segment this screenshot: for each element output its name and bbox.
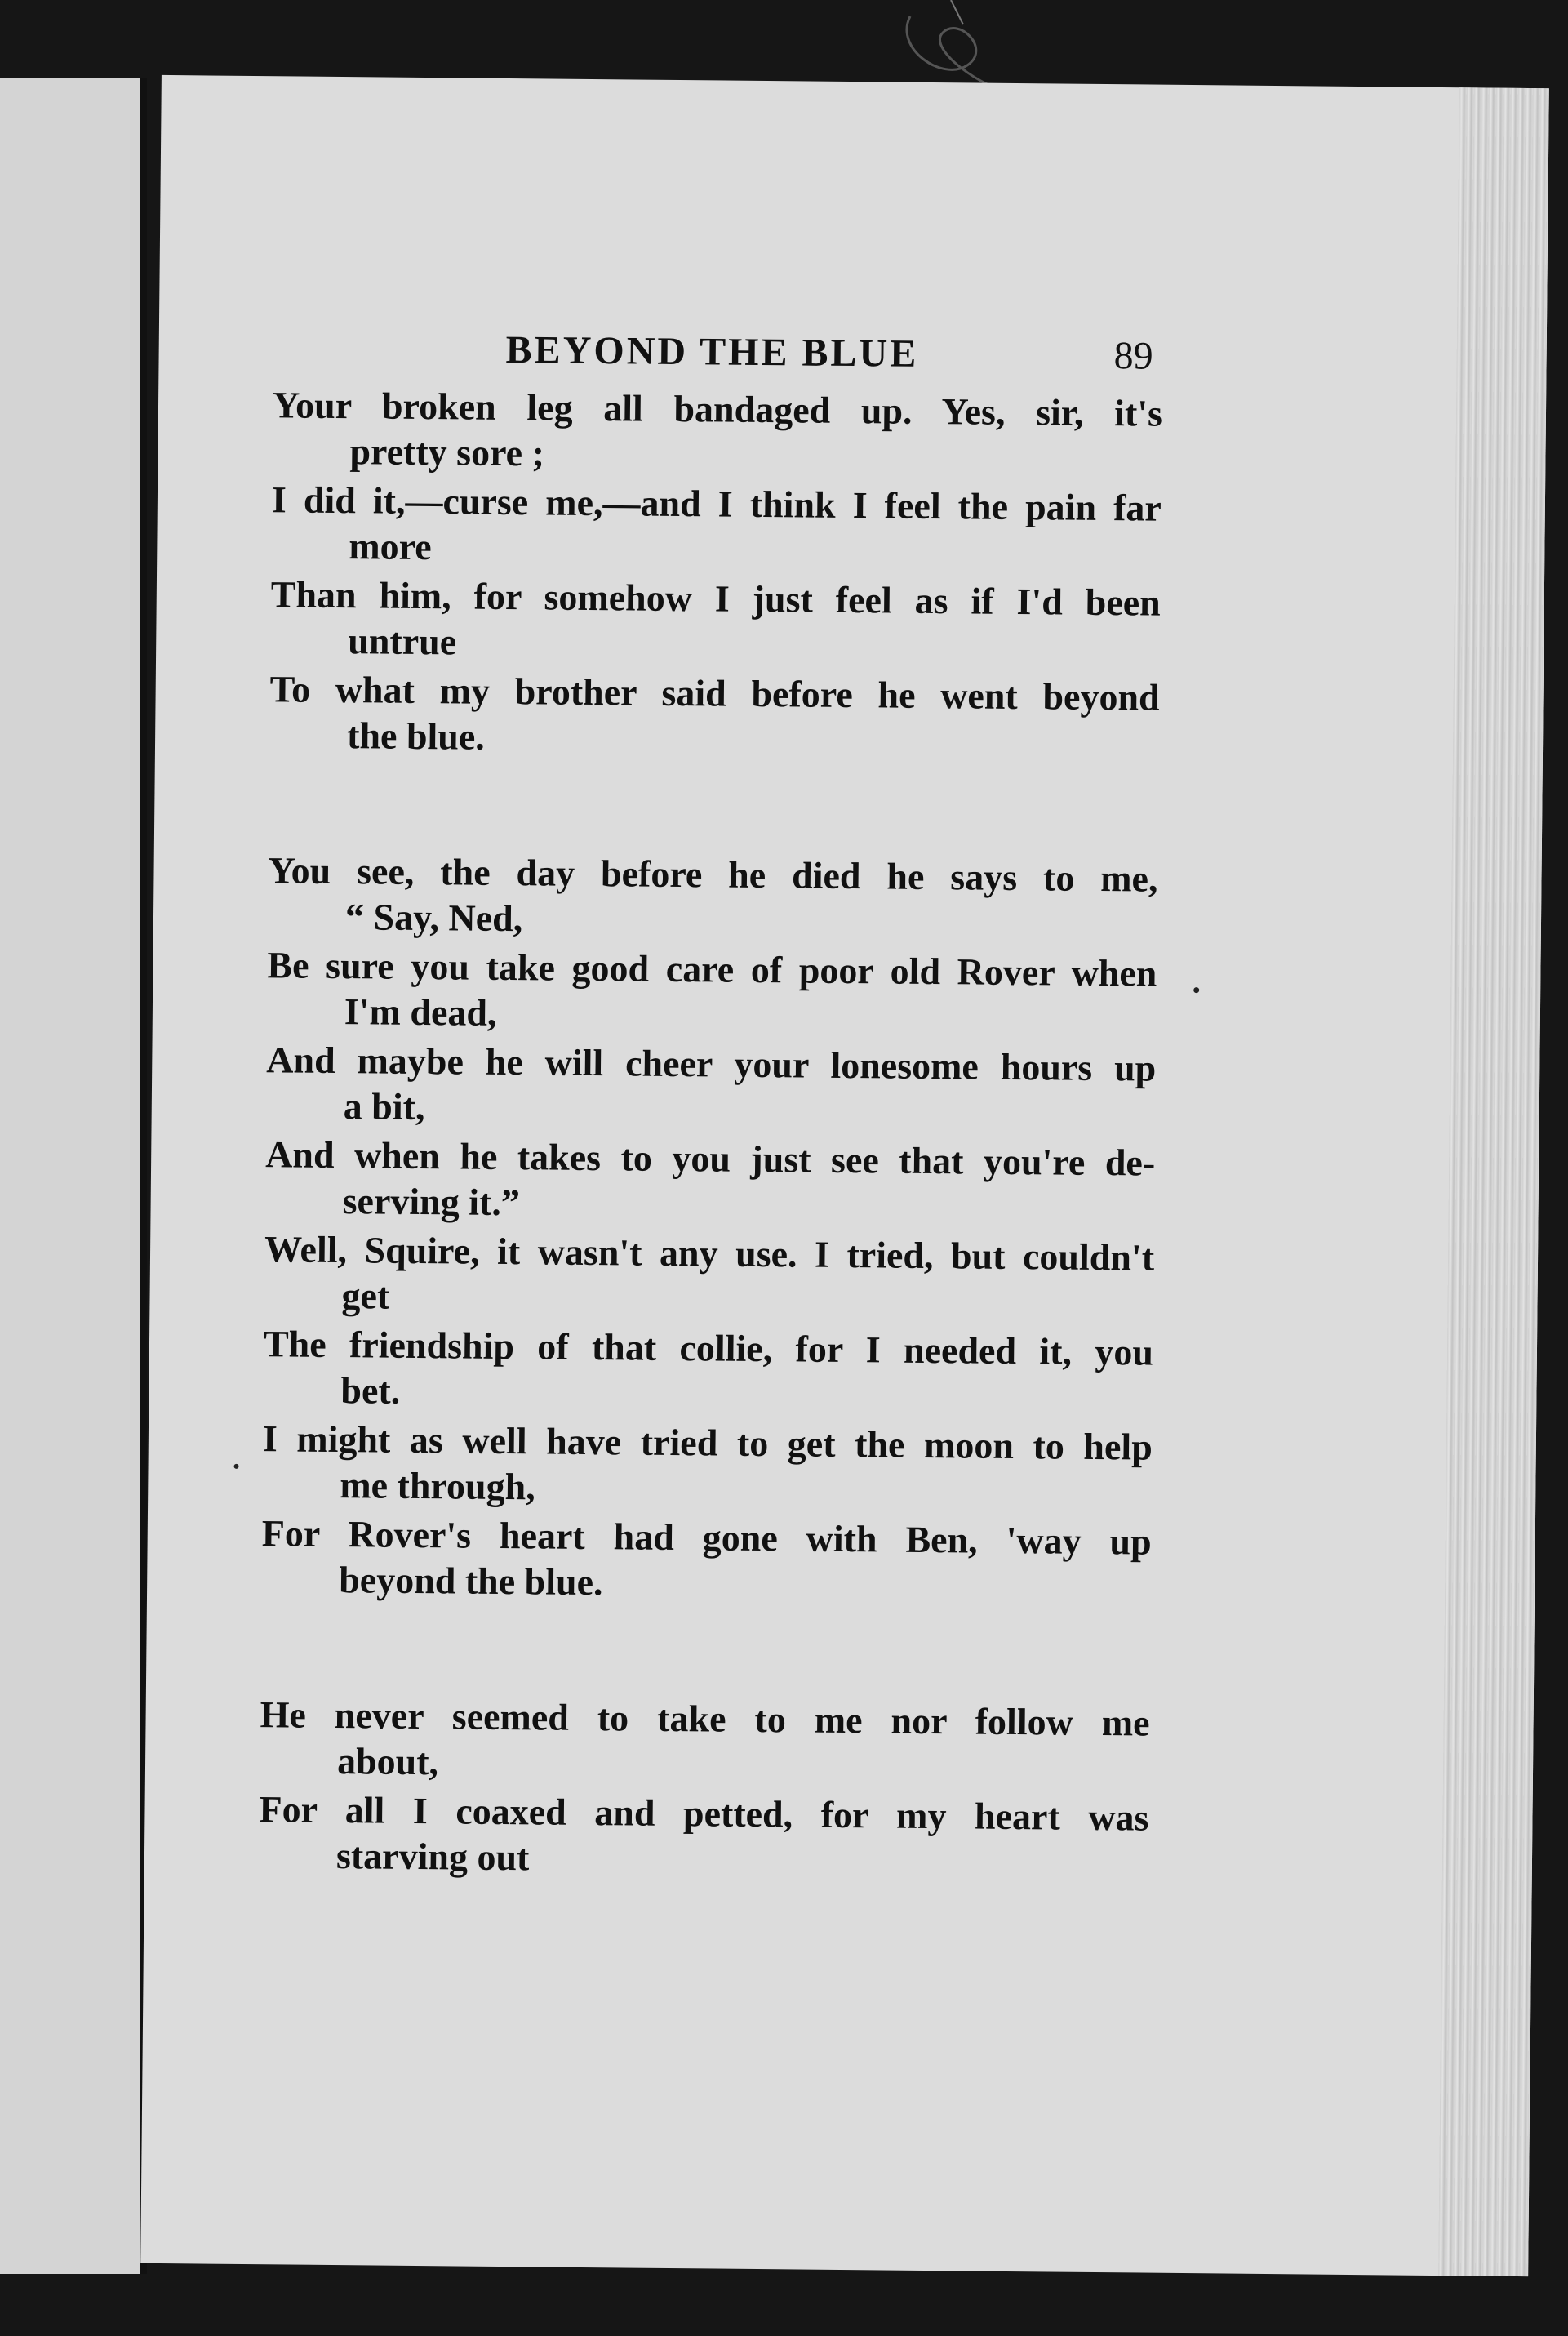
line-text: He never seemed to take to me nor follow me: [260, 1693, 1150, 1744]
line-text: The friendship of that collie, for I needed it, you: [263, 1323, 1154, 1373]
verse-line: [264, 1132, 1155, 1231]
stanza-2: [261, 848, 1158, 1610]
line-text: And when he takes to you just see that you're de-: [264, 1133, 1156, 1184]
verse-line: [264, 1226, 1154, 1326]
line-text: Well, Squire, it wasn't any use. I tried, but couldn't: [264, 1228, 1155, 1279]
line-continuation: about,: [336, 1740, 439, 1783]
scan-speck: [234, 1464, 239, 1469]
verse-line: [266, 1037, 1157, 1137]
scan-speck: [1193, 987, 1199, 993]
verse-line: [271, 477, 1162, 576]
line-text: Be sure you take good care of poor old Rover when: [267, 944, 1157, 994]
line-text: Than him, for somehow I just feel as if I'd been: [270, 573, 1161, 624]
line-text: I might as well have tried to get the moon to help: [262, 1417, 1153, 1468]
line-continuation: more: [349, 525, 432, 568]
verse-line: [262, 1416, 1153, 1515]
verse-line: [259, 1786, 1149, 1886]
stanza-3: [259, 1692, 1150, 1886]
verse-line: [270, 572, 1161, 671]
line-text: You see, the day before he died he says to me,: [268, 849, 1158, 900]
verse-line: [272, 382, 1162, 482]
line-continuation: untrue: [348, 620, 457, 663]
verse-line: [261, 1511, 1152, 1610]
line-text: Your broken leg all bandaged up. Yes, sir, it's: [272, 384, 1163, 434]
line-continuation: “ Say, Ned,: [344, 896, 523, 940]
line-continuation: beyond the blue.: [338, 1559, 603, 1604]
stanza-1: [269, 382, 1162, 766]
facing-page-edge: [0, 78, 147, 2274]
line-text: To what my brother said before he went beyond: [269, 668, 1160, 719]
line-continuation: me through,: [340, 1464, 535, 1508]
line-continuation: starving out: [335, 1835, 530, 1879]
page-block-edges: [1438, 87, 1549, 2276]
book-page: [140, 75, 1549, 2276]
line-text: And maybe he will cheer your lonesome hours up: [266, 1039, 1157, 1089]
line-continuation: pretty sore ;: [349, 430, 545, 474]
running-head: BEYOND THE BLUE: [505, 327, 919, 376]
line-continuation: get: [341, 1275, 390, 1317]
line-text: I did it,—curse me,—and I think I feel the pain far: [271, 478, 1162, 529]
line-text: For Rover's heart had gone with Ben, 'way up: [261, 1512, 1152, 1563]
verse-line: [268, 848, 1158, 947]
verse-line: [269, 666, 1160, 766]
line-continuation: bet.: [340, 1369, 401, 1412]
line-continuation: the blue.: [346, 714, 486, 758]
poem-text: [258, 382, 1163, 1976]
verse-line: [260, 1692, 1150, 1791]
verse-line: [267, 942, 1157, 1042]
line-text: For all I coaxed and petted, for my heart was: [259, 1788, 1149, 1839]
line-continuation: serving it.”: [342, 1180, 521, 1224]
page-number: 89: [1113, 334, 1153, 378]
line-continuation: I'm dead,: [344, 990, 497, 1034]
line-continuation: a bit,: [343, 1085, 425, 1128]
verse-line: [263, 1321, 1153, 1421]
